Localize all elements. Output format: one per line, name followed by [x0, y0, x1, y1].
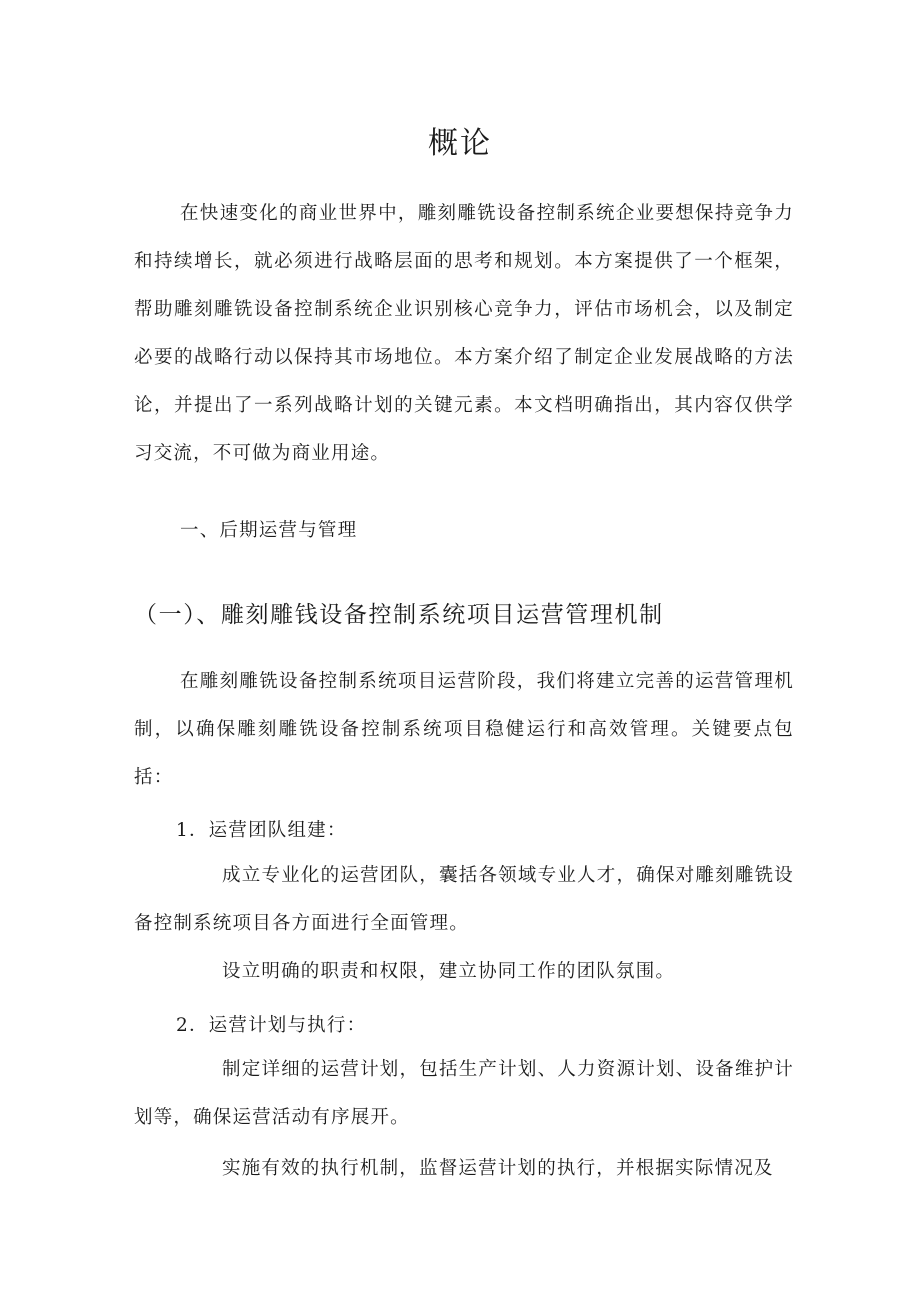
- item-point-paragraph: 制定详细的运营计划，包括生产计划、人力资源计划、设备维护计划等，确保运营活动有序展开。: [134, 1059, 794, 1128]
- intro-paragraph: 在快速变化的商业世界中，雕刻雕铣设备控制系统企业要想保持竞争力和持续增长，就必须进行战略层面的思考和规划。本方案提供了一个框架，帮助雕刻雕铣设备控制系统企业识别核心竞争力，评估市场机会，以及制定必要的战略行动以保持其市场地位。本方案介绍了制定企业发展战略的方法论，并提出了一系列战略计划的关键元素。本文档明确指出，其内容仅供学习交流，不可做为商业用途。: [134, 203, 794, 464]
- item-point-paragraph: 成立专业化的运营团队，囊括各领域专业人才，确保对雕刻雕铣设备控制系统项目各方面进行全面管理。: [134, 865, 794, 934]
- section-heading: 一、后期运营与管理: [180, 520, 358, 541]
- item-heading-plan: 2．运营计划与执行：: [176, 1015, 367, 1036]
- page-title: 概论: [428, 126, 492, 161]
- item-heading-team: 1．运营团队组建：: [176, 820, 347, 841]
- subsection-heading: （一）、雕刻雕钱设备控制系统项目运营管理机制: [134, 602, 664, 628]
- item-point-paragraph: 设立明确的职责和权限，建立协同工作的团队氛围。: [222, 961, 676, 982]
- item-point-paragraph: 实施有效的执行机制，监督运营计划的执行，并根据实际情况及: [222, 1158, 774, 1179]
- subsection-lead-paragraph: 在雕刻雕铣设备控制系统项目运营阶段，我们将建立完善的运营管理机制，以确保雕刻雕铣设备控制系统项目稳健运行和高效管理。关键要点包括：: [134, 671, 794, 788]
